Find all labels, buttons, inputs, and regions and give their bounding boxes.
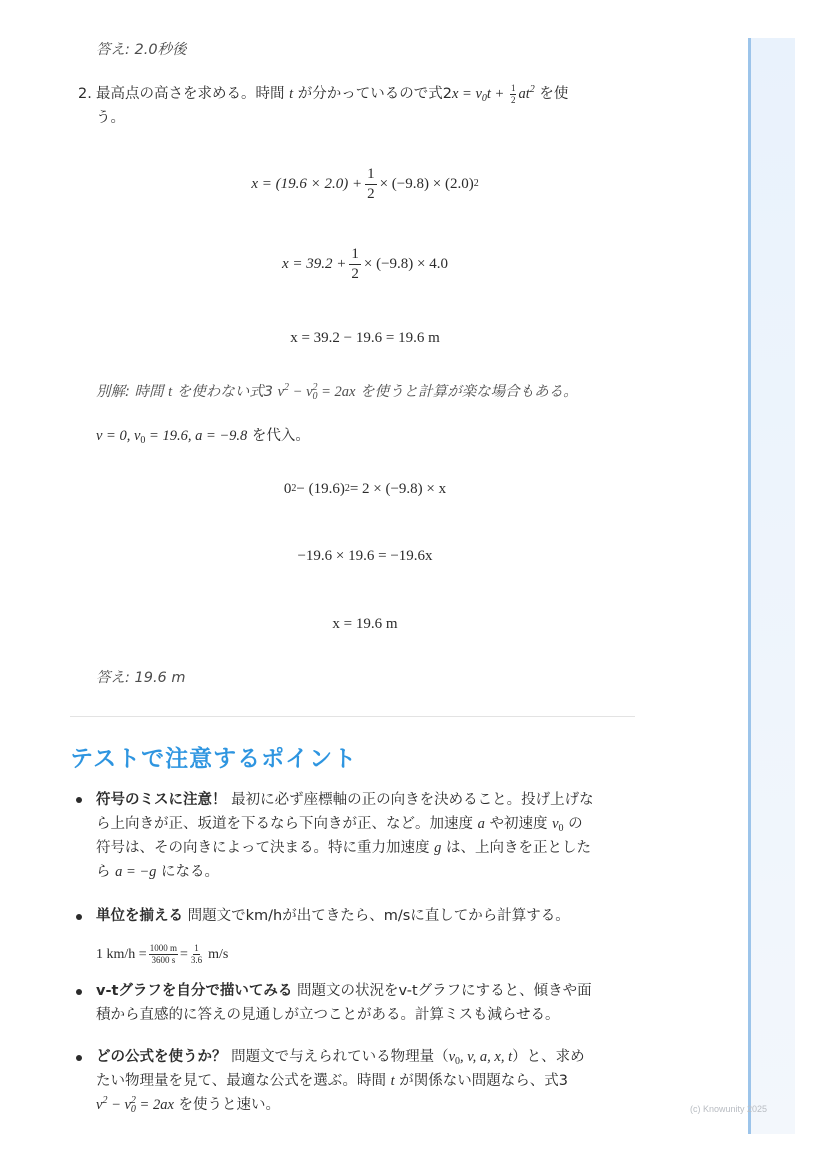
formula-3-sub: 0: [130, 1104, 136, 1115]
point-3-bold: v-tグラフを自分で描いてみる: [96, 983, 293, 999]
formula-3-exp: 2: [312, 382, 318, 393]
point-3-text: 積から直感的に答えの見通しが立つことがある。計算ミスも減らせる。: [96, 1007, 560, 1023]
equation-1: x = (19.6 × 2.0) + $\frac{1}{2}$ × (−9.8) × (2.0) 2: [251, 165, 479, 202]
point-1: [96, 788, 636, 884]
formula-2-part: at: [518, 86, 530, 102]
formula-3: [96, 1097, 174, 1113]
equation-4-part: 0: [283, 480, 292, 497]
fraction-denominator: 2: [351, 265, 359, 282]
equation-1-fraction: [365, 167, 377, 202]
point-4-line: [96, 1069, 636, 1093]
bullet-icon: [76, 1055, 84, 1063]
step-2-text-mid: が分かっているので式2: [297, 86, 452, 102]
fraction-numerator: 1000 m: [149, 943, 177, 953]
equation-5: −19.6 × 19.6 = −19.6x: [297, 547, 433, 564]
alt-solution-text-after: を使うと計算が楽な場合もある。: [360, 384, 578, 400]
point-1-text: 符号は、その向きによって決まる。特に重力加速度: [96, 840, 430, 856]
fraction-denominator: 2: [510, 95, 516, 106]
substitute-line: [96, 424, 310, 448]
point-4-text: たい物理量を見て、最適な公式を選ぶ。時間: [96, 1073, 386, 1089]
point-4-line: [96, 1093, 636, 1117]
substitute-math: = 19.6, a = −9.8: [145, 428, 248, 444]
fraction-denominator: 3.6: [190, 955, 203, 965]
equation-6: x = 19.6 m: [332, 615, 398, 632]
formula-3-exp: 2: [130, 1095, 136, 1106]
step-2-text-after: を使: [539, 86, 569, 102]
step-2-number: 2.: [78, 86, 92, 102]
fraction-numerator: 1: [349, 247, 361, 265]
equation-2-fraction: [349, 247, 361, 282]
point-2-bold: 単位を揃える: [96, 908, 183, 924]
equation-2-left: x = 39.2 +: [281, 255, 347, 272]
formula-2: [451, 83, 535, 106]
equation-1-left: x = (19.6 × 2.0) +: [251, 175, 363, 192]
var-t: t: [168, 384, 173, 400]
equation-2: [70, 244, 660, 284]
point-4-vars: v: [448, 1049, 456, 1065]
formula-2-sub: 0: [481, 93, 487, 104]
point-2: [96, 904, 636, 928]
point-4-bold: どの公式を使うか？: [96, 1049, 227, 1065]
var-v0-sub: 0: [558, 823, 564, 834]
point-4-vars-sub: 0: [455, 1056, 461, 1067]
unit-fraction-1: [149, 944, 178, 965]
formula-3-part: v: [277, 384, 285, 400]
substitute-math: v = 0, v: [96, 428, 141, 444]
formula-2-fraction: [510, 84, 517, 105]
point-1-text: になる。: [161, 864, 220, 880]
bullet-icon: [76, 797, 84, 805]
point-1-text: は、上向きを正とした: [445, 840, 591, 856]
point-4-line: [96, 1045, 636, 1069]
bullet-icon: [76, 914, 84, 922]
point-1-text: 最初に必ず座標軸の正の向きを決めること。投げ上げな: [231, 792, 594, 808]
var-t: t: [289, 86, 294, 102]
step-2-text: [96, 82, 641, 106]
copyright-text: (c) Knowunity 2025: [690, 1104, 768, 1114]
formula-3-part: v: [96, 1097, 103, 1113]
point-4: [96, 1045, 636, 1117]
formula-3-part: − v: [289, 384, 313, 400]
point-1-bold: 符号のミスに注意！: [96, 792, 227, 808]
point-3: [96, 979, 636, 1027]
equation-2-right: × (−9.8) × 4.0: [363, 255, 449, 272]
formula-3-sub: 0: [312, 391, 318, 402]
equation-3: x = 39.2 − 19.6 = 19.6 m: [290, 329, 440, 346]
unit-formula-unit: m/s: [208, 946, 229, 962]
point-3-line: [96, 979, 636, 1003]
fraction-numerator: 1: [365, 167, 377, 185]
formula-2-part: t +: [486, 86, 508, 102]
section-divider: [70, 716, 635, 717]
step-2-text-before: 最高点の高さを求める。時間: [96, 86, 285, 102]
fraction-denominator: 3600 s: [151, 955, 176, 965]
alt-solution-text-mid: を使わない式3: [176, 384, 273, 400]
point-1-line: [96, 812, 636, 836]
point-1-text: ら: [96, 864, 111, 880]
substitute-sub: 0: [140, 435, 146, 446]
point-1-line: [96, 860, 636, 884]
side-panel: [748, 38, 795, 1134]
point-3-text: 問題文の状況をv-tグラフにすると、傾きや面: [297, 983, 592, 999]
point-1-text: の: [568, 816, 583, 832]
answer-2: 答え: 19.6 m: [96, 670, 186, 686]
unit-conversion-formula: [96, 944, 228, 965]
formula-3-part: = 2ax: [135, 1097, 174, 1113]
substitute-text: を代入。: [251, 428, 310, 444]
point-4-text: 問題文で与えられている物理量（: [231, 1049, 449, 1065]
var-t: t: [390, 1073, 395, 1089]
var-g: g: [434, 840, 442, 856]
point-2-text: 問題文でkm/hが出てきたら、m/sに直してから計算する。: [187, 908, 570, 924]
formula-3-part: − v: [107, 1097, 131, 1113]
unit-formula-equals: =: [179, 946, 188, 962]
point-4-text: を使うと速い。: [178, 1097, 281, 1113]
answer-1: 答え: 2.0秒後: [96, 42, 187, 58]
fraction-numerator: 1: [510, 83, 516, 94]
fraction-denominator: 2: [367, 185, 375, 202]
formula-3: [278, 384, 356, 400]
point-3-line: [96, 1003, 636, 1027]
point-1-line: [96, 836, 636, 860]
point-4-text: ）と、求め: [512, 1049, 585, 1065]
unit-fraction-2: [190, 944, 203, 965]
point-4-text: が関係ない問題なら、式3: [399, 1073, 568, 1089]
alt-solution-text-before: 別解: 時間: [96, 384, 164, 400]
unit-formula-left: 1 km/h =: [96, 946, 147, 962]
fraction-numerator: 1: [194, 943, 199, 953]
equation-4: 0 2 − (19.6) 2 = 2 × (−9.8) × x: [283, 480, 447, 497]
step-2-text-wrap: う。: [96, 110, 125, 126]
point-1-line: [96, 788, 636, 812]
equation-4-part: = 2 × (−9.8) × x: [349, 480, 447, 497]
equation-1-right: × (−9.8) × (2.0): [379, 175, 474, 192]
point-1-text: や初速度: [489, 816, 548, 832]
formula-3-exp: 2: [284, 382, 290, 393]
point-1-text: ら上向きが正、坂道を下るなら下向きが正、など。加速度: [96, 816, 473, 832]
point-4-vars: , v, a, x, t: [460, 1049, 513, 1065]
alt-solution: [96, 380, 578, 404]
equation-4-part: − (19.6): [296, 480, 345, 497]
formula-2-part: x = v: [451, 86, 482, 102]
section-heading: テストで注意するポイント: [70, 746, 358, 772]
formula-3-part: = 2ax: [317, 384, 356, 400]
formula-2-exp: 2: [529, 84, 535, 95]
formula-3-exp: 2: [102, 1095, 108, 1106]
var-v0: v: [552, 816, 559, 832]
bullet-icon: [76, 989, 84, 997]
point-1-equation: a = −g: [115, 864, 157, 880]
var-a: a: [477, 816, 485, 832]
